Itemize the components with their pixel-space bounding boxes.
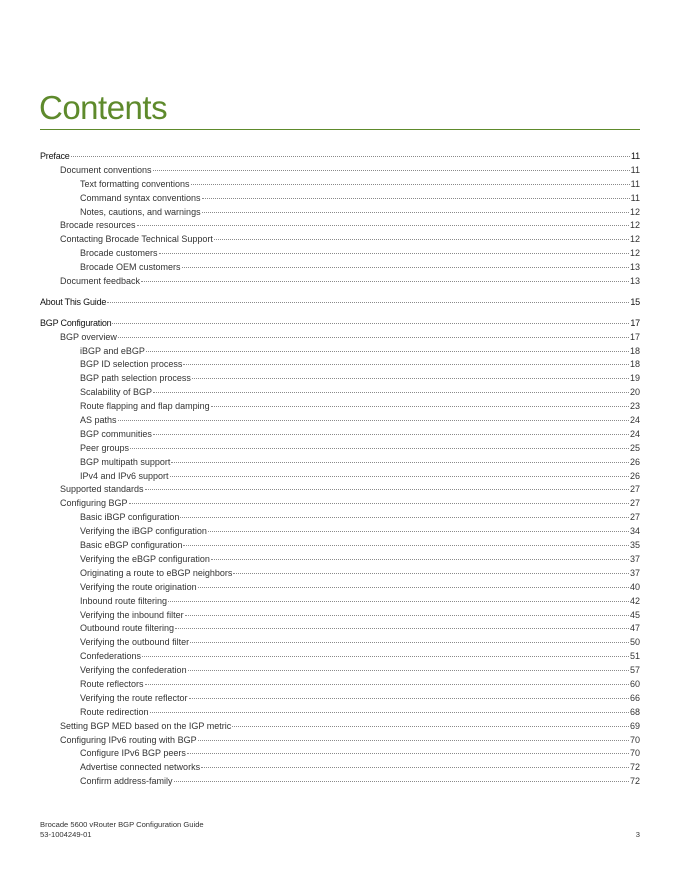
toc-section-entry[interactable] xyxy=(40,581,640,595)
toc-entry-label: Basic iBGP configuration xyxy=(80,512,180,523)
toc-section-entry[interactable] xyxy=(40,247,640,261)
toc-entry-page: 12 xyxy=(629,220,640,231)
toc-dot-leader xyxy=(182,267,629,268)
toc-dot-leader xyxy=(187,753,629,754)
toc-dot-leader xyxy=(201,767,629,768)
footer-doc-number: 53-1004249-01 xyxy=(40,830,92,839)
toc-section-entry[interactable] xyxy=(40,470,640,484)
toc-dot-leader xyxy=(145,684,629,685)
toc-dot-leader xyxy=(146,351,629,352)
page-title: Contents xyxy=(39,89,168,126)
toc-entry-page: 11 xyxy=(630,164,640,175)
toc-entry-page: 23 xyxy=(629,401,640,412)
toc-section-entry[interactable] xyxy=(40,164,640,178)
toc-entry-page: 25 xyxy=(629,442,640,453)
toc-entry-label: Document feedback xyxy=(60,276,141,287)
toc-dot-leader xyxy=(232,726,629,727)
toc-entry-label: Verifying the route origination xyxy=(80,581,197,592)
toc-entry-label: Verifying the inbound filter xyxy=(80,609,184,620)
toc-entry-label: Configure IPv6 BGP peers xyxy=(80,748,186,759)
toc-section-entry[interactable] xyxy=(40,734,640,748)
toc-entry-page: 34 xyxy=(629,526,640,537)
toc-section-entry[interactable] xyxy=(40,664,640,678)
toc-section-entry[interactable] xyxy=(40,331,640,345)
toc-entry-label: BGP path selection process xyxy=(80,373,191,384)
toc-section-entry[interactable] xyxy=(40,497,640,511)
toc-entry-page: 12 xyxy=(629,234,640,245)
toc-entry-page: 45 xyxy=(629,609,640,620)
toc-chapter-entry[interactable] xyxy=(40,296,640,310)
toc-dot-leader xyxy=(188,670,629,671)
toc-entry-page: 57 xyxy=(629,665,640,676)
toc-section-entry[interactable] xyxy=(40,511,640,525)
toc-entry-label: Notes, cautions, and warnings xyxy=(80,206,201,217)
toc-section-entry[interactable] xyxy=(40,678,640,692)
toc-entry-label: Originating a route to eBGP neighbors xyxy=(80,567,233,578)
footer-guide-title: Brocade 5600 vRouter BGP Configuration Guide xyxy=(40,820,204,829)
toc-section-entry[interactable] xyxy=(40,178,640,192)
toc-entry-label: Setting BGP MED based on the IGP metric xyxy=(60,720,232,731)
toc-dot-leader xyxy=(191,184,630,185)
toc-dot-leader xyxy=(142,656,629,657)
toc-section-entry[interactable] xyxy=(40,386,640,400)
toc-dot-leader xyxy=(118,337,629,338)
toc-entry-label: Verifying the confederation xyxy=(80,665,187,676)
toc-entry-page: 20 xyxy=(629,387,640,398)
toc-dot-leader xyxy=(153,392,629,393)
toc-entry-label: Supported standards xyxy=(60,484,144,495)
toc-entry-page: 26 xyxy=(629,456,640,467)
toc-section-entry[interactable] xyxy=(40,595,640,609)
toc-entry-label: Scalability of BGP xyxy=(80,387,153,398)
toc-entry-label: Verifying the outbound filter xyxy=(80,637,190,648)
toc-section-entry[interactable] xyxy=(40,400,640,414)
toc-dot-leader xyxy=(141,281,629,282)
toc-entry-label: Route flapping and flap damping xyxy=(80,401,210,412)
toc-entry-label: Confirm address-family xyxy=(80,776,173,787)
toc-section-entry[interactable] xyxy=(40,456,640,470)
toc-section-entry[interactable] xyxy=(40,650,640,664)
toc-entry-label: IPv4 and IPv6 support xyxy=(80,470,169,481)
toc-dot-leader xyxy=(171,462,629,463)
title-divider xyxy=(40,129,640,130)
toc-entry-page: 13 xyxy=(629,262,640,273)
toc-entry-page: 12 xyxy=(629,248,640,259)
toc-section-entry[interactable] xyxy=(40,192,640,206)
toc-chapter-entry[interactable] xyxy=(40,150,640,164)
toc-section-entry[interactable] xyxy=(40,428,640,442)
toc-entry-label: Brocade customers xyxy=(80,248,158,259)
toc-entry-page: 11 xyxy=(631,151,640,161)
toc-dot-leader xyxy=(153,434,629,435)
toc-entry-page: 68 xyxy=(629,706,640,717)
toc-entry-page: 24 xyxy=(629,415,640,426)
toc-entry-label: Text formatting conventions xyxy=(80,178,190,189)
toc-section-entry[interactable] xyxy=(40,483,640,497)
toc-dot-leader xyxy=(208,531,629,532)
toc-section-entry[interactable] xyxy=(40,775,640,789)
toc-entry-label: Advertise connected networks xyxy=(80,762,201,773)
toc-entry-page: 51 xyxy=(629,651,640,662)
toc-entry-page: 37 xyxy=(629,567,640,578)
toc-entry-page: 24 xyxy=(629,428,640,439)
toc-section-entry[interactable] xyxy=(40,414,640,428)
toc-dot-leader xyxy=(211,406,629,407)
toc-entry-label: Configuring IPv6 routing with BGP xyxy=(60,734,197,745)
toc-section-entry[interactable] xyxy=(40,233,640,247)
toc-entry-page: 70 xyxy=(629,734,640,745)
toc-section-entry[interactable] xyxy=(40,345,640,359)
toc-entry-label: BGP overview xyxy=(60,331,117,342)
toc-dot-leader xyxy=(189,698,629,699)
toc-section-entry[interactable] xyxy=(40,622,640,636)
toc-dot-leader xyxy=(192,378,629,379)
toc-section-entry[interactable] xyxy=(40,525,640,539)
toc-section-entry[interactable] xyxy=(40,275,640,289)
toc-entry-page: 35 xyxy=(629,540,640,551)
toc-dot-leader xyxy=(130,448,629,449)
toc-entry-page: 15 xyxy=(630,296,640,307)
toc-entry-page: 47 xyxy=(629,623,640,634)
toc-dot-leader xyxy=(153,170,630,171)
toc-dot-leader xyxy=(170,476,629,477)
toc-entry-label: BGP communities xyxy=(80,428,152,439)
toc-section-entry[interactable] xyxy=(40,539,640,553)
toc-entry-page: 26 xyxy=(629,470,640,481)
toc-dot-leader xyxy=(202,212,629,213)
toc-dot-leader xyxy=(107,302,629,303)
toc-entry-label: Verifying the eBGP configuration xyxy=(80,553,210,564)
toc-dot-leader xyxy=(150,712,629,713)
toc-entry-label: Verifying the iBGP configuration xyxy=(80,526,207,537)
toc-dot-leader xyxy=(202,198,630,199)
toc-section-entry[interactable] xyxy=(40,706,640,720)
toc-entry-label: Brocade resources xyxy=(60,220,136,231)
toc-entry-page: 13 xyxy=(629,276,640,287)
toc-entry-page: 17 xyxy=(629,331,640,342)
toc-dot-leader xyxy=(198,740,629,741)
toc-entry-label: Basic eBGP configuration xyxy=(80,540,183,551)
toc-dot-leader xyxy=(190,642,629,643)
toc-dot-leader xyxy=(183,545,629,546)
toc-entry-page: 60 xyxy=(629,678,640,689)
toc-entry-label: Confederations xyxy=(80,651,142,662)
toc-entry-label: BGP multipath support xyxy=(80,456,171,467)
toc-entry-page: 18 xyxy=(629,345,640,356)
toc-dot-leader xyxy=(71,156,630,157)
toc-entry-label: Peer groups xyxy=(80,442,130,453)
toc-chapter-entry[interactable] xyxy=(40,317,640,331)
toc-dot-leader xyxy=(233,573,629,574)
toc-entry-page: 19 xyxy=(629,373,640,384)
toc-entry-label: Document conventions xyxy=(60,164,152,175)
toc-section-entry[interactable] xyxy=(40,761,640,775)
toc-entry-page: 72 xyxy=(629,776,640,787)
toc-entry-page: 17 xyxy=(630,317,640,328)
toc-dot-leader xyxy=(168,601,629,602)
toc-entry-page: 42 xyxy=(629,595,640,606)
toc-entry-page: 27 xyxy=(629,498,640,509)
toc-entry-page: 50 xyxy=(629,637,640,648)
toc-dot-leader xyxy=(129,503,629,504)
toc-section-entry[interactable] xyxy=(40,720,640,734)
toc-dot-leader xyxy=(145,489,629,490)
toc-entry-page: 66 xyxy=(629,692,640,703)
toc-section-entry[interactable] xyxy=(40,442,640,456)
toc-entry-label: BGP Configuration xyxy=(40,317,112,328)
toc-entry-label: Configuring BGP xyxy=(60,498,128,509)
toc-entry-page: 11 xyxy=(630,192,640,203)
toc-section-entry[interactable] xyxy=(40,372,640,386)
toc-entry-label: BGP ID selection process xyxy=(80,359,183,370)
table-of-contents xyxy=(40,150,640,789)
toc-dot-leader xyxy=(137,225,629,226)
toc-section-entry[interactable] xyxy=(40,747,640,761)
toc-dot-leader xyxy=(214,239,629,240)
toc-entry-label: Route reflectors xyxy=(80,678,144,689)
toc-dot-leader xyxy=(159,253,629,254)
toc-dot-leader xyxy=(174,781,629,782)
toc-entry-page: 27 xyxy=(629,512,640,523)
toc-entry-label: Brocade OEM customers xyxy=(80,262,181,273)
toc-dot-leader xyxy=(118,420,629,421)
toc-section-entry[interactable] xyxy=(40,567,640,581)
toc-section-entry[interactable] xyxy=(40,206,640,220)
toc-entry-label: Route redirection xyxy=(80,706,149,717)
toc-dot-leader xyxy=(185,615,629,616)
toc-entry-page: 72 xyxy=(629,762,640,773)
toc-dot-leader xyxy=(198,587,629,588)
toc-entry-page: 37 xyxy=(629,553,640,564)
toc-entry-page: 11 xyxy=(630,178,640,189)
toc-dot-leader xyxy=(183,364,629,365)
toc-dot-leader xyxy=(180,517,629,518)
toc-entry-label: Preface xyxy=(40,151,70,161)
toc-section-entry[interactable] xyxy=(40,358,640,372)
toc-entry-page: 40 xyxy=(629,581,640,592)
toc-section-entry[interactable] xyxy=(40,636,640,650)
toc-entry-page: 70 xyxy=(629,748,640,759)
page-footer xyxy=(40,820,640,840)
toc-dot-leader xyxy=(175,628,629,629)
toc-entry-page: 18 xyxy=(629,359,640,370)
toc-section-entry[interactable] xyxy=(40,219,640,233)
toc-entry-label: Contacting Brocade Technical Support xyxy=(60,234,213,245)
toc-entry-label: Verifying the route reflector xyxy=(80,692,188,703)
toc-entry-label: iBGP and eBGP xyxy=(80,345,145,356)
toc-entry-page: 12 xyxy=(629,206,640,217)
footer-page-number: 3 xyxy=(635,830,640,839)
toc-entry-label: Outbound route filtering xyxy=(80,623,175,634)
toc-entry-page: 27 xyxy=(629,484,640,495)
toc-entry-page: 69 xyxy=(629,720,640,731)
toc-section-entry[interactable] xyxy=(40,609,640,623)
toc-entry-label: Inbound route filtering xyxy=(80,595,168,606)
toc-entry-label: Command syntax conventions xyxy=(80,192,201,203)
toc-section-entry[interactable] xyxy=(40,261,640,275)
toc-entry-label: AS paths xyxy=(80,415,117,426)
toc-entry-label: About This Guide xyxy=(40,296,107,307)
toc-section-entry[interactable] xyxy=(40,692,640,706)
toc-section-entry[interactable] xyxy=(40,553,640,567)
toc-dot-leader xyxy=(211,559,629,560)
toc-dot-leader xyxy=(112,323,629,324)
